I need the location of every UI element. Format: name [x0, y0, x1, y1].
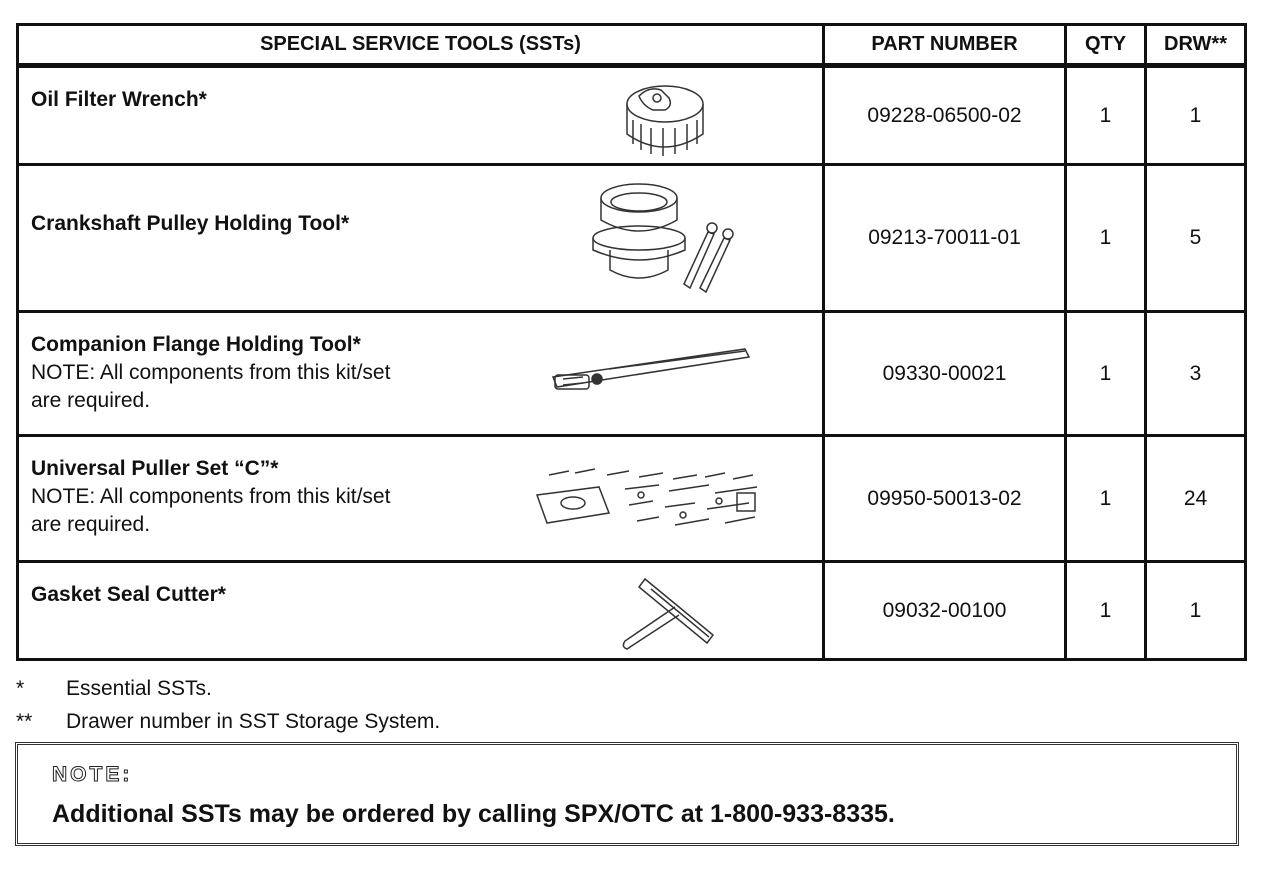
tool-cell	[18, 66, 824, 165]
table-row	[18, 436, 1246, 562]
sst-table	[16, 23, 1247, 661]
header-tools: SPECIAL SERVICE TOOLS (SSTs)	[18, 25, 824, 66]
table-row	[18, 165, 1246, 312]
drw-value: 1	[1146, 66, 1246, 165]
drw-value: 1	[1146, 562, 1246, 660]
part-number: 09228-06500-02	[824, 66, 1066, 165]
tool-cell	[18, 562, 824, 660]
tool-name: Universal Puller Set “C”*	[31, 457, 279, 480]
tool-cell	[18, 312, 824, 436]
qty-value: 1	[1066, 436, 1146, 562]
table-row	[18, 562, 1246, 660]
drw-value: 3	[1146, 312, 1246, 436]
header-qty: QTY	[1066, 25, 1146, 66]
tool-note: NOTE: All components from this kit/set are required.	[31, 361, 391, 412]
part-number: 09032-00100	[824, 562, 1066, 660]
companion-flange-holding-tool-icon	[549, 341, 759, 401]
part-number: 09213-70011-01	[824, 165, 1066, 312]
tool-note: NOTE: All components from this kit/set are required.	[31, 485, 391, 536]
table-row	[18, 312, 1246, 436]
tool-cell	[18, 436, 824, 562]
tool-name: Gasket Seal Cutter*	[31, 583, 226, 606]
tool-cell	[18, 165, 824, 312]
tool-name: Oil Filter Wrench*	[31, 88, 207, 111]
oil-filter-wrench-icon	[609, 76, 719, 160]
qty-value: 1	[1066, 165, 1146, 312]
header-drw: DRW**	[1146, 25, 1246, 66]
footnote-mark: **	[16, 710, 33, 733]
tool-name: Companion Flange Holding Tool*	[31, 333, 361, 356]
drw-value: 24	[1146, 436, 1246, 562]
universal-puller-set-icon	[529, 465, 769, 537]
qty-value: 1	[1066, 66, 1146, 165]
note-text: Additional SSTs may be ordered by calling SPX/OTC at 1-800-933-8335.	[52, 800, 895, 828]
qty-value: 1	[1066, 562, 1146, 660]
crankshaft-pulley-holding-tool-icon	[584, 176, 754, 306]
table-header-row	[18, 25, 1246, 66]
note-label: NOTE:	[52, 763, 133, 786]
footnote-text: Essential SSTs.	[66, 677, 212, 700]
part-number: 09950-50013-02	[824, 436, 1066, 562]
table-row	[18, 66, 1246, 165]
footnote-mark: *	[16, 677, 25, 700]
qty-value: 1	[1066, 312, 1146, 436]
note-box	[15, 742, 1239, 846]
tool-name: Crankshaft Pulley Holding Tool*	[31, 212, 350, 235]
part-number: 09330-00021	[824, 312, 1066, 436]
header-part-number: PART NUMBER	[824, 25, 1066, 66]
gasket-seal-cutter-icon	[617, 571, 727, 655]
footnote-text: Drawer number in SST Storage System.	[66, 710, 441, 733]
drw-value: 5	[1146, 165, 1246, 312]
